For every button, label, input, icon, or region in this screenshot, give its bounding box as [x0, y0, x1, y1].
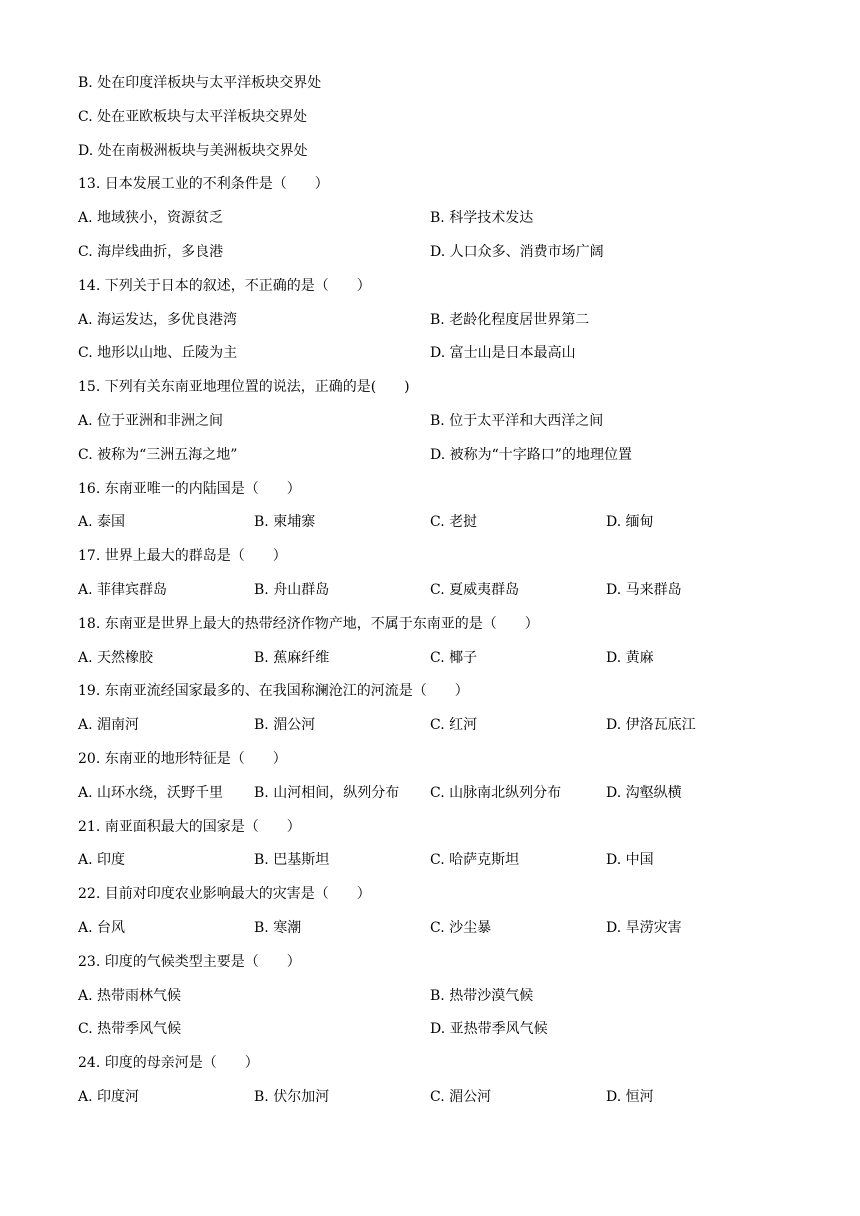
option-b: B. 位于太平洋和大西洋之间 [430, 412, 604, 429]
option-c: C. 哈萨克斯坦 [430, 852, 520, 869]
option-c: C. 夏威夷群岛 [430, 581, 520, 598]
question-22-options [78, 918, 798, 952]
question-23-options-row2 [78, 1019, 798, 1053]
question-19-stem [78, 681, 798, 715]
exam-page [78, 73, 798, 1121]
question-16-options [78, 512, 798, 546]
option-d: D. 旱涝灾害 [606, 919, 682, 936]
question-14-stem [78, 276, 798, 310]
option-b: B. 湄公河 [254, 717, 316, 734]
question-14-options-row2 [78, 343, 798, 377]
option-d: D. 伊洛瓦底江 [606, 717, 696, 734]
question-stem: 18. 东南亚是世界上最大的热带经济作物产地，不属于东南亚的是（ ） [78, 615, 539, 632]
question-stem: 20. 东南亚的地形特征是（ ） [78, 750, 287, 767]
question-13-options-row2 [78, 242, 798, 276]
option-d: D. 亚热带季风气候 [430, 1021, 548, 1038]
option-d: D. 富士山是日本最高山 [430, 345, 576, 362]
option-d: D. 人口众多、消费市场广阔 [430, 243, 604, 260]
option-a: A. 台风 [78, 919, 126, 936]
question-13-stem [78, 174, 798, 208]
question-13-options-row1 [78, 208, 798, 242]
question-stem: 14. 下列关于日本的叙述，不正确的是（ ） [78, 277, 371, 294]
question-15-stem [78, 377, 798, 411]
q12-option-c [78, 107, 798, 141]
option-d: D. 被称为“十字路口”的地理位置 [430, 446, 632, 463]
option-b: B. 科学技术发达 [430, 210, 534, 227]
option-b: B. 伏尔加河 [254, 1088, 330, 1105]
option-a: A. 印度河 [78, 1088, 140, 1105]
question-stem: 21. 南亚面积最大的国家是（ ） [78, 818, 301, 835]
option-d: D. 缅甸 [606, 514, 654, 531]
question-18-stem [78, 614, 798, 648]
q12-option-b [78, 73, 798, 107]
question-20-options [78, 783, 798, 817]
option-b: B. 柬埔寨 [254, 514, 316, 531]
question-stem: 13. 日本发展工业的不利条件是（ ） [78, 176, 329, 193]
question-stem: 24. 印度的母亲河是（ ） [78, 1055, 259, 1072]
option-c: C. 红河 [430, 717, 478, 734]
question-15-options-row1 [78, 411, 798, 445]
option-c: C. 海岸线曲折，多良港 [78, 243, 224, 260]
option-a: A. 天然橡胶 [78, 649, 154, 666]
option-a: A. 印度 [78, 852, 126, 869]
option-c: C. 椰子 [430, 649, 478, 666]
question-17-stem [78, 546, 798, 580]
question-stem: 15. 下列有关东南亚地理位置的说法，正确的是( ) [78, 379, 410, 396]
option-b: B. 寒潮 [254, 919, 302, 936]
question-20-stem [78, 749, 798, 783]
option-a: A. 地域狭小，资源贫乏 [78, 210, 224, 227]
option-c: C. 湄公河 [430, 1088, 492, 1105]
question-stem: 19. 东南亚流经国家最多的、在我国称澜沧江的河流是（ ） [78, 683, 469, 700]
option-a: A. 菲律宾群岛 [78, 581, 168, 598]
option-b: B. 蕉麻纤维 [254, 649, 330, 666]
question-16-stem [78, 479, 798, 513]
option-d: D. 马来群岛 [606, 581, 682, 598]
option-c: C. 山脉南北纵列分布 [430, 784, 562, 801]
question-19-options [78, 715, 798, 749]
option-text: D. 处在南极洲板块与美洲板块交界处 [78, 142, 308, 159]
option-text: B. 处在印度洋板块与太平洋板块交界处 [78, 75, 322, 91]
option-b: B. 老龄化程度居世界第二 [430, 311, 590, 328]
option-a: A. 山环水绕，沃野千里 [78, 784, 224, 801]
option-text: C. 处在亚欧板块与太平洋板块交界处 [78, 108, 308, 125]
question-24-stem [78, 1053, 798, 1087]
question-17-options [78, 580, 798, 614]
option-a: A. 海运发达，多优良港湾 [78, 311, 238, 328]
question-18-options [78, 648, 798, 682]
option-b: B. 巴基斯坦 [254, 852, 330, 869]
option-d: D. 黄麻 [606, 649, 654, 666]
question-14-options-row1 [78, 310, 798, 344]
question-21-options [78, 850, 798, 884]
question-stem: 16. 东南亚唯一的内陆国是（ ） [78, 480, 301, 497]
question-stem: 23. 印度的气候类型主要是（ ） [78, 953, 301, 970]
question-15-options-row2 [78, 445, 798, 479]
option-b: B. 热带沙漠气候 [430, 987, 534, 1004]
option-c: C. 老挝 [430, 514, 478, 531]
option-a: A. 热带雨林气候 [78, 987, 182, 1004]
option-c: C. 沙尘暴 [430, 919, 492, 936]
option-b: B. 山河相间，纵列分布 [254, 784, 400, 801]
option-d: D. 沟壑纵横 [606, 784, 682, 801]
question-stem: 17. 世界上最大的群岛是（ ） [78, 548, 287, 565]
question-21-stem [78, 817, 798, 851]
question-22-stem [78, 884, 798, 918]
option-a: A. 湄南河 [78, 717, 140, 734]
option-a: A. 泰国 [78, 514, 126, 531]
option-b: B. 舟山群岛 [254, 581, 330, 598]
option-d: D. 中国 [606, 852, 654, 869]
option-c: C. 地形以山地、丘陵为主 [78, 345, 238, 362]
question-23-stem [78, 952, 798, 986]
question-24-options [78, 1087, 798, 1121]
option-c: C. 热带季风气候 [78, 1021, 182, 1038]
question-23-options-row1 [78, 986, 798, 1020]
option-c: C. 被称为“三洲五海之地” [78, 446, 238, 463]
question-stem: 22. 目前对印度农业影响最大的灾害是（ ） [78, 886, 371, 903]
q12-option-d [78, 141, 798, 175]
option-a: A. 位于亚洲和非洲之间 [78, 412, 224, 429]
option-d: D. 恒河 [606, 1088, 654, 1105]
